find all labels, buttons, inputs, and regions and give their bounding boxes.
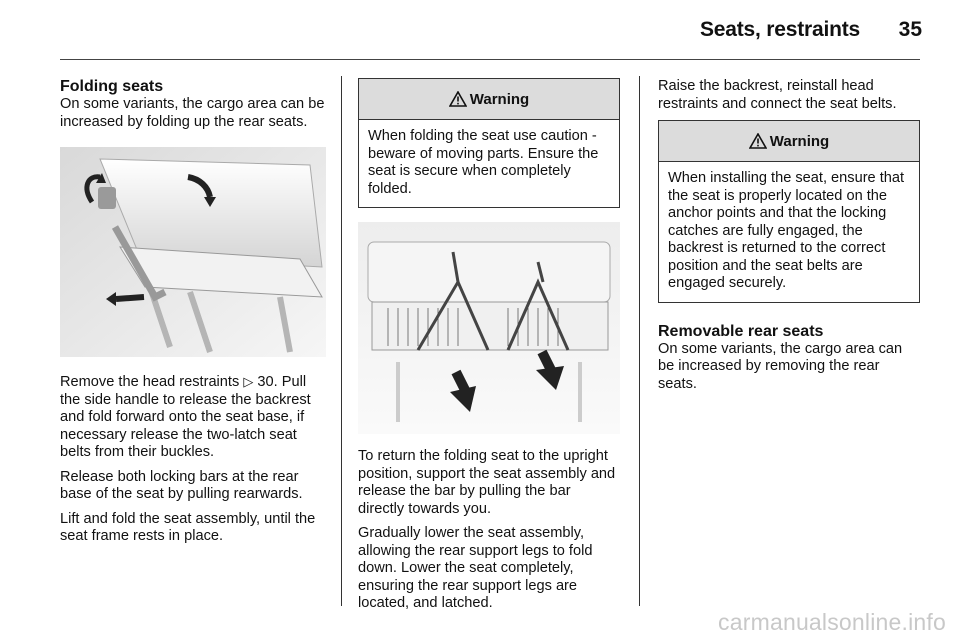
column-divider [341,76,342,606]
warning-header [359,79,619,120]
column-divider [639,76,640,606]
seat-return-illustration [358,222,620,434]
return-seat-step-2: Gradually lower the seat assembly, allowing the rear support legs to fold down. Lower the seat completely, ensuring the rear support legs are located, and latched. [358,525,593,611]
warning-header [659,121,919,162]
reinstall-text: Raise the backrest, reinstall head restraints and connect the seat belts. [658,78,897,112]
warning-box-installing [658,120,920,303]
warning-label: Warning [469,90,530,108]
removable-seats-intro: On some variants, the cargo area can be increased by removing the rear seats. [658,340,903,392]
warning-text: When installing the seat, ensure that the seat is properly located on the anchor points and that the locking catches are fully engaged, the backrest is returned to the correct position and the seat belts are engaged securely. [668,170,905,291]
folding-seats-step-2: Release both locking bars at the rear base of the seat by pulling rearwards. [60,468,303,502]
seat-folding-illustration [60,147,326,357]
page-title: Seats, restraints [699,18,860,41]
section-heading-removable-rear-seats: Removable rear seats [658,322,824,340]
warning-label: Warning [769,132,830,150]
section-heading-folding-seats: Folding seats [60,78,164,95]
watermark: carmanualsonline.info [718,609,946,635]
warning-text: When folding the seat use caution - beware of moving parts. Ensure the seat is secure when completely folded. [368,128,599,197]
xref-arrow-icon: ▷ [243,374,254,389]
warning-triangle-icon [449,91,467,107]
page-reference-link[interactable]: 30 [257,374,274,390]
header-rule [60,59,920,60]
warning-triangle-icon [749,133,767,149]
folding-seats-step-3: Lift and fold the seat assembly, until the seat frame rests in place. [60,510,316,544]
return-seat-step-1: To return the folding seat to the upright position, support the seat assembly and release the bar by pulling the bar directly towards you. [358,448,616,517]
folding-seats-step-1: Remove the head restraints ▷ 30. Pull the side handle to release the backrest and fold forward onto the seat base, if necessary release the two-latch seat belts from their buckles. [60,374,311,460]
folding-seats-intro: On some variants, the cargo area can be increased by folding up the rear seats. [60,96,325,130]
column-3 [658,78,920,393]
column-1 [60,78,328,546]
warning-box-folding [358,78,620,208]
page-number: 35 [898,18,922,41]
column-2 [358,78,620,613]
